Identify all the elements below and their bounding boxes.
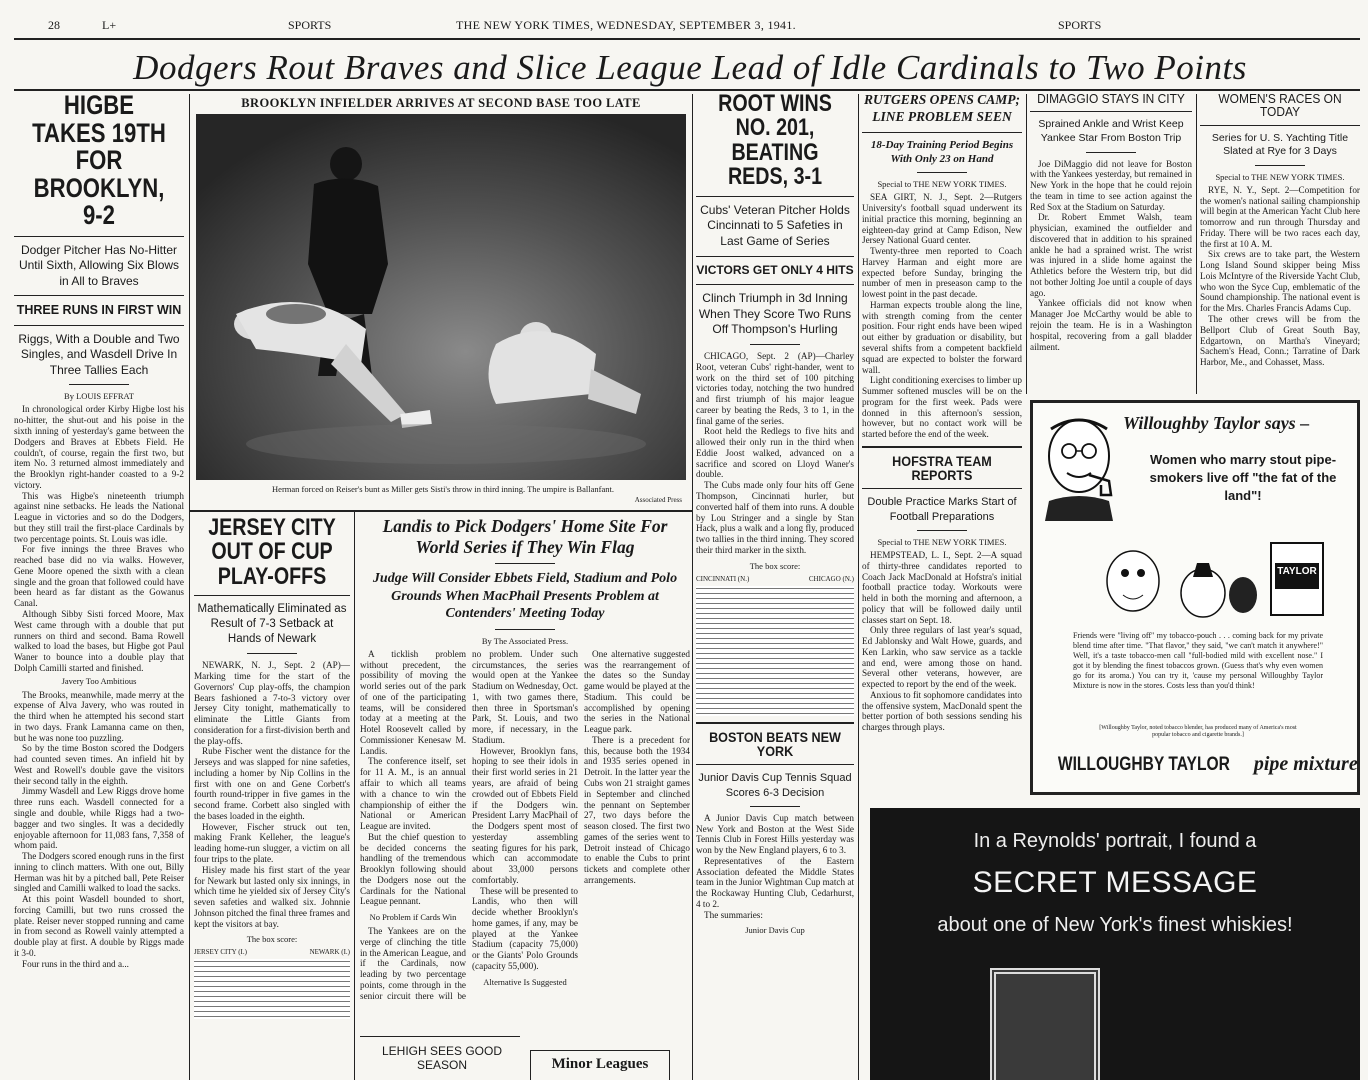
paragraph: Although Sibby Sisti forced Moore, Max West came through with a double that put runners on third and second. Bama Rowell walked to load the bases, but Higbe got Paul Waner to bounce into a double play that Dolph Camilli started and finished. xyxy=(14,609,184,673)
root-article xyxy=(696,92,854,1080)
photo-credit: Associated Press xyxy=(634,496,682,504)
paragraph: Marking time for the start of the Governors' Cup play-offs, the champion Bears fashioned a 7-to-3 victory over Jersey City tonight, mathematically to eliminate the Little Giants from consideration for a first-division berth and the play-offs. xyxy=(194,670,350,746)
paragraph: Anxious to fit sophomore candidates into the offensive system, MacDonald spent the better portion of both sessions sending his charges through plays. xyxy=(862,689,1022,733)
higbe-byline: By LOUIS EFFRAT xyxy=(64,391,134,402)
womens-races-article xyxy=(1200,92,1360,392)
landis-deck: Judge Will Consider Ebbets Field, Stadium and Polo Grounds When MacPhail Presents Problem at Contenders' Meeting Today xyxy=(372,571,678,622)
rutgers-headline: RUTGERS OPENS CAMP; LINE PROBLEM SEEN xyxy=(863,92,1021,124)
photo-caption: Herman forced on Reiser's bunt as Miller gets Sisti's throw in third inning. The umpire is Ballanfant. xyxy=(272,484,614,494)
paragraph: The conference itself, set for 11 A. M., is an annual affair to which all teams with a chance to win the championship of either the National or American League are invited. xyxy=(360,756,466,832)
dimaggio-deck: Sprained Ankle and Wrist Keep Yankee Star From Boston Trip xyxy=(1038,118,1184,144)
banner-headline: Dodgers Rout Braves and Slice League Lead of Idle Cardinals to Two Points xyxy=(133,48,1247,87)
reynolds-line3: about one of New York's finest whiskies! xyxy=(937,914,1293,936)
root-second-deck: Clinch Triumph in 3d Inning When They Score Two Runs Off Thompson's Hurling xyxy=(698,291,852,337)
box-score-table xyxy=(194,959,350,1019)
jersey-deck: Mathematically Eliminated as Result of 7-3 Setback at Hands of Newark xyxy=(197,603,347,646)
paragraph: However, Fischer struck out ten, making Frank Kelleher, the league's leading home-run slugger, a victim on all four trips to the plate. xyxy=(194,821,350,864)
hofstra-headline: HOFSTRA TEAM REPORTS xyxy=(892,452,992,484)
root-body xyxy=(696,351,854,716)
hofstra-deck: Double Practice Marks Start of Football Preparations xyxy=(867,496,1017,523)
higbe-body xyxy=(14,404,184,969)
column-rule xyxy=(1026,94,1027,394)
paragraph: Light conditioning exercises to limber up Summer softened muscles will be on the program for the first week. Pads were donned in this afternoon's session, however, but no contact work will be started before the end of the week. xyxy=(862,375,1022,440)
higbe-article xyxy=(14,92,184,1080)
landis-article xyxy=(360,516,690,1080)
column-rule xyxy=(692,94,693,1080)
box-score-label: The box score: xyxy=(246,934,298,945)
landis-byline: By The Associated Press. xyxy=(481,635,569,646)
paragraph: But the chief question to be decided concerns the handling of the tremendous Brooklyn following should the Dodgers nose out the Cardinals for the National League pennant. xyxy=(360,831,466,907)
portrait-frame xyxy=(990,968,1100,1080)
box-score-label: The box score: xyxy=(749,560,801,571)
higbe-headline: HIGBE TAKES 19TH FOR BROOKLYN, 9-2 xyxy=(32,92,166,231)
paragraph: Competition for the women's national sailing championship will begin at the American Yacht Club here tomorrow and run through Thursday and Friday. There will be two races each day, the first at 10 A. M. xyxy=(1200,184,1360,249)
paragraph: At this point Wasdell bounded to short, forcing Camilli, but two runs crossed the plate. Reiser never stopped running and came in from second as Rowell vainly attempted a double play at first. A double by Riggs made it 3-0. xyxy=(14,894,184,958)
photo-rule xyxy=(189,510,693,512)
dateline: CHICAGO, Sept. 2 (AP)— xyxy=(704,351,825,362)
column-rule xyxy=(354,512,355,1080)
paragraph: Representatives of the Eastern Association defeated the Middle States team in the Junior Wightman Cup match at the Rockaway Hunting Club, Cedarhurst, 4 to 2. xyxy=(696,855,854,909)
higbe-subhead: Javery Too Ambitious xyxy=(61,675,137,686)
root-deck: Cubs' Veteran Pitcher Holds Cincinnati to 5 Safeties in Last Game of Series xyxy=(700,202,850,249)
section-label-right: SPORTS xyxy=(1058,18,1102,32)
lehigh-headline: LEHIGH SEES GOOD SEASON xyxy=(381,1044,503,1072)
paragraph: Harman expects trouble along the line, with strength coming from the center position. Four right ends have been wiped out either by graduation or disability, but several shifts from a competent backfield squad are expected to bolster the forward wall. xyxy=(862,299,1022,375)
landis-subhead: Alternative Is Suggested xyxy=(483,976,567,987)
folio-rule xyxy=(14,38,1360,40)
boston-headline: BOSTON BEATS NEW YORK xyxy=(709,728,841,759)
box-score-table xyxy=(696,586,854,716)
paragraph: This was Higbe's nineteenth triumph against nine setbacks. He leads the National League in victories and so do the Dodgers, but they still trail the first-place Cardinals by two percentage points. St. Louis was idle. xyxy=(14,490,184,544)
reynolds-line1: In a Reynolds' portrait, I found a xyxy=(973,830,1257,852)
photo-block xyxy=(194,94,688,508)
paragraph: Rutgers University's football squad underwent its initial practice this morning, beginning an eighteen-day grind at Camp Edison, New Jersey National Guard center. xyxy=(862,192,1022,246)
ad-brand: WILLOUGHBY TAYLOR xyxy=(1057,754,1230,775)
paragraph: Only three regulars of last year's squad, Ed Jablonsky and Walt Howe, guards, and Ken Larkin, who saw service as a tackle and end, were among those on hand. Several other veterans, however, are expected to report by the end of the week. xyxy=(862,625,1022,690)
special-credit: Special to THE NEW YORK TIMES. xyxy=(877,536,1007,547)
ad-quote: Women who marry stout pipe-smokers live off "the fat of the land"! xyxy=(1149,452,1337,504)
womens-body xyxy=(1200,185,1360,368)
box-score-headers xyxy=(194,948,350,956)
pipe-smoker-illustration xyxy=(1039,411,1119,521)
root-headline: ROOT WINS NO. 201, BEATING REDS, 3-1 xyxy=(718,92,832,191)
special-credit: Special to THE NEW YORK TIMES. xyxy=(1215,171,1345,182)
paragraph: Hisley made his first start of the year for Newark but lasted only six innings, in which time he yielded six of Jersey City's seven safeties and walked six. Johnnie Johnson pitched the final three frames and kept the visitors at bay. xyxy=(194,864,350,929)
box-team-left: CINCINNATI (N.) xyxy=(696,574,750,583)
boston-deck: Junior Davis Cup Tennis Squad Scores 6-3 Decision xyxy=(698,772,852,799)
masthead-dateline: THE NEW YORK TIMES, WEDNESDAY, SEPTEMBER 3, 1941. xyxy=(456,18,796,32)
dateline: NEWARK, N. J., Sept. 2 (AP)— xyxy=(202,660,350,671)
paragraph: The Brooks, meanwhile, made merry at the expense of Alva Javery, who was routed in the third when he attempted his second start in two days. Frank Lamanna came on then, but he was none too puzzling. xyxy=(14,689,184,743)
jersey-article xyxy=(194,516,350,1080)
paragraph: Six crews are to take part, the Western Long Island Sound skipper being Miss Lois McIntyre of the Riverside Yacht Club, who won the Syce Cup, emblematic of the Sound championship. The national event is for the Mrs. Charles Francis Adams Cup. xyxy=(1200,249,1360,314)
paragraph: One alternative suggested was the rearrangement of the dates so the Sunday game would be played at the Stadium. This could be accomplished by opening the series in the National League park. xyxy=(584,648,690,735)
paragraph: Root held the Redlegs to five hits and allowed their only run in the third when Eddie Joost walked, advanced on a sacrifice and scored on Lloyd Waner's double. xyxy=(696,426,854,480)
ad-fine-print: [Willoughby Taylor, noted tobacco blender, has produced many of America's most popular tobacco and cigarette brands.] xyxy=(1099,725,1297,739)
paragraph: A ticklish problem without precedent, the possibility of moving the world series out of the park of one of the participating teams, will be considered today at a meeting at the Hotel Roosevelt called by Commissioner Kenesaw M. Landis. xyxy=(360,648,466,756)
paragraph: A squad of thirty-three candidates reported to Coach Jack MacDonald at Hofstra's initial football practice today. Workouts were held in both the morning and afternoon, a policy that will be followed daily until classes start on Sept. 18. xyxy=(862,549,1022,625)
paragraph: So by the time Boston scored the Dodgers had counted seven times. An infield hit by West and Rowell's double gave the visitors their second tally in the eighth. xyxy=(14,743,184,786)
paragraph: A Junior Davis Cup match between New York and Boston at the West Side Tennis Club in Forest Hills yesterday was won by the New England players, 6 to 3. xyxy=(696,812,854,856)
ad-headline: Willoughby Taylor says – xyxy=(1123,413,1310,433)
dimaggio-article xyxy=(1030,92,1192,392)
root-second-headline: VICTORS GET ONLY 4 HITS xyxy=(696,262,854,277)
paragraph: The other crews will be from the Bellport Club of Great South Bay, Edgartown, on Martha's Vineyard; Sachem's Head, Conn.; Tarratine of Dark Harbor, Me., and Cohasset, Mass. xyxy=(1200,313,1360,368)
dateline: HEMPSTEAD, L. I., Sept. 2— xyxy=(870,549,991,560)
jersey-body xyxy=(194,660,350,1019)
tin-illustration xyxy=(1093,533,1333,623)
higbe-second-deck: Riggs, With a Double and Two Singles, and Wasdell Drive In Three Tallies Each xyxy=(18,331,180,377)
higbe-second-headline: THREE RUNS IN FIRST WIN xyxy=(16,303,182,318)
rutgers-body xyxy=(862,192,1022,440)
ad-product: pipe mixture xyxy=(1253,753,1358,775)
paragraph: For five innings the three Braves who reached base did no via walks. However, Gene Moore opened the sixth with a clean single and the groan that followed could have been heard as far distant as the Gowanus Canal. xyxy=(14,544,184,609)
hofstra-body xyxy=(862,550,1022,733)
paragraph: Four runs in the third and a... xyxy=(22,958,129,969)
ad-brand-line xyxy=(1039,753,1357,776)
paragraph: The Yankees are on the verge of clinching the title in the American League, and if the Cardinals, now leading by two percentage points, come through in the senior circuit there will be no problem. Under such circumstances, the series would open at the Yankee Stadium on Wednesday, Oct. 1, with two games there, then three in Sportsman's Park, St. Louis, and two more, if necessary, in the Stadium. xyxy=(360,648,578,1001)
page-number: 28 xyxy=(48,18,60,32)
paragraph: These will be presented to Landis, who then will decide whether Brooklyn's home games, if any, may be played at the Yankee Stadium (capacity 75,000) or the Giants' Polo Grounds (capacity 55,000). xyxy=(472,885,578,971)
dateline: RYE, N. Y., Sept. 2— xyxy=(1208,184,1299,195)
paragraph: In chronological order Kirby Higbe lost his no-hitter, the shut-out and his poise in the sixth inning of yesterday's game between the Dodgers and Braves at Ebbets Field. He couldn't, of course, regain the first two, but item No. 3 returned almost immediately and the Brooklyn right-hander coasted to a 9-2 victory. xyxy=(14,404,184,490)
reynolds-headline: SECRET MESSAGE xyxy=(972,866,1258,899)
dimaggio-headline: DIMAGGIO STAYS IN CITY xyxy=(1037,92,1185,106)
paragraph: The Cubs made only four hits off Gene Thompson, Cincinnati hurler, but converted half of them into runs. A double by Lou Stringer and a single by Stan Hack, plus a walk and a long fly, produced two tallies in the third inning. They scored their third marker in the sixth. xyxy=(696,480,854,555)
womens-headline: WOMEN'S RACES ON TODAY xyxy=(1218,92,1342,120)
boston-subhead: Junior Davis Cup xyxy=(745,925,805,936)
willoughby-taylor-ad xyxy=(1030,400,1360,795)
paragraph: There is a precedent for this, because both the 1934 and 1935 series opened in Detroit. In the latter year the Cubs won 21 straight games in September and clinched the pennant on September 27, two days before the season closed. The first two games of the series went to Detroit instead of Chicago to enable the Cubs to print tickets and complete other arrangements. xyxy=(584,734,690,885)
landis-body xyxy=(360,649,690,1009)
dimaggio-body xyxy=(1030,159,1192,353)
paragraph: Charley Root, veteran Cubs' right-hander, went to work on the third set of 100 pitching victories today, notching the two hundred and first triumph of his major league career by beating the Reds, 3 to 1, in the final game of the series. xyxy=(696,351,854,426)
column-rule xyxy=(858,94,859,1080)
box-team-right: NEWARK (I.) xyxy=(309,948,350,957)
folio-line xyxy=(48,14,1348,36)
reynolds-ad xyxy=(870,808,1360,1080)
boston-body xyxy=(696,813,854,937)
ad-copy: Friends were "living off" my tobacco-pouch . . . coming back for my private blend time after time. "That flavor," they said, "we can't match it anywhere!" Well, it's a taste tobacco-men call "full-bodied mild with excellent nose." I got it by blending the finest tobaccos grown. (Guess that's why even women go for its aroma.) You can try it, 'cause my personal Willoughby Taylor Mixture is now in the stores. Costs less than you'd think! xyxy=(1073,631,1323,690)
paragraph: The Dodgers scored enough runs in the first inning to clinch matters. With one out, Billy Herman was hit by a pitched ball, Pete Reiser singled and Camilli walked to load the sacks. xyxy=(14,851,184,894)
banner-rule xyxy=(14,89,1360,91)
landis-headline: Landis to Pick Dodgers' Home Site For World Series if They Win Flag xyxy=(382,516,668,557)
paragraph: Joe DiMaggio did not leave for Boston with the Yankees yesterday, but remained in New York in the hope that he could rejoin the team in time to see action against the Red Sox at the Stadium on Saturday. xyxy=(1030,158,1192,212)
womens-deck: Series for U. S. Yachting Title Slated at Rye for 3 Days xyxy=(1211,131,1349,158)
paragraph: However, Brooklyn fans, hoping to see their idols in their first world series in 21 years, are afraid of being crowded out of Ebbets Field if the Dodgers win. President Larry MacPhail of the Dodgers spent most of yesterday assembling seating figures for his park, which can accommodate about 33,000 persons comfortably. xyxy=(472,745,578,885)
paragraph: Rube Fischer went the distance for the Jerseys and was slapped for nine safeties, including a homer by Nip Collins in the first with one on and Gene Corbett's fourth round-tripper in five games in the second frame. Corbett also singled with the bases loaded in the eighth. xyxy=(194,746,350,821)
jersey-headline: JERSEY CITY OUT OF CUP PLAY-OFFS xyxy=(208,516,336,590)
minor-leagues-headline: Minor Leagues xyxy=(530,1050,670,1080)
photo-image xyxy=(196,114,686,480)
tin-label: TAYLOR xyxy=(1277,566,1317,577)
special-credit: Special to THE NEW YORK TIMES. xyxy=(877,179,1007,190)
paragraph: Dr. Robert Emmet Walsh, team physician, examined the outfielder and discovered that in addition to his sprained ankle he had a sprained wrist. The wrist was injured in a slide home against the Athletics before the Western trip, but did not bother Jolting Joe until a couple of days ago. xyxy=(1030,212,1192,298)
paragraph: The summaries: xyxy=(704,909,763,920)
edition-mark: L+ xyxy=(102,18,117,32)
rutgers-deck: 18-Day Training Period Begins With Only 23 on Hand xyxy=(870,138,1014,165)
baseball-photo xyxy=(196,114,686,480)
paragraph: Jimmy Wasdell and Lew Riggs drove home three runs each. Wasdell connected for a single and double, while Riggs had a two-bagger and two singles. It was a decidedly enjoyable afternoon for 11,083 fans, 7,358 of whom paid. xyxy=(14,786,184,851)
paragraph: Yankee officials did not know when Manager Joe McCarthy would be able to rejoin the team. He is in a Washington hospital, recovering from a gall bladder ailment. xyxy=(1030,298,1192,352)
box-score-headers xyxy=(696,575,854,583)
higbe-deck: Dodger Pitcher Has No-Hitter Until Sixth, Allowing Six Blows in All to Braves xyxy=(18,242,180,288)
paragraph: Twenty-three men reported to Coach Harvey Harman and eight more are expected before Sunday, bringing the number of men in preseason camp to the lowest point in the past decade. xyxy=(862,246,1022,300)
column-rule xyxy=(189,94,190,1080)
landis-subhead: No Problem if Cards Win xyxy=(369,912,457,923)
section-label-left: SPORTS xyxy=(288,18,332,32)
photo-title: BROOKLYN INFIELDER ARRIVES AT SECOND BASE TOO LATE xyxy=(241,96,641,110)
column-rule xyxy=(1196,94,1197,394)
box-team-left: JERSEY CITY (I.) xyxy=(194,948,247,957)
box-team-right: CHICAGO (N.) xyxy=(808,574,854,583)
dateline: SEA GIRT, N. J., Sept. 2— xyxy=(870,192,994,203)
